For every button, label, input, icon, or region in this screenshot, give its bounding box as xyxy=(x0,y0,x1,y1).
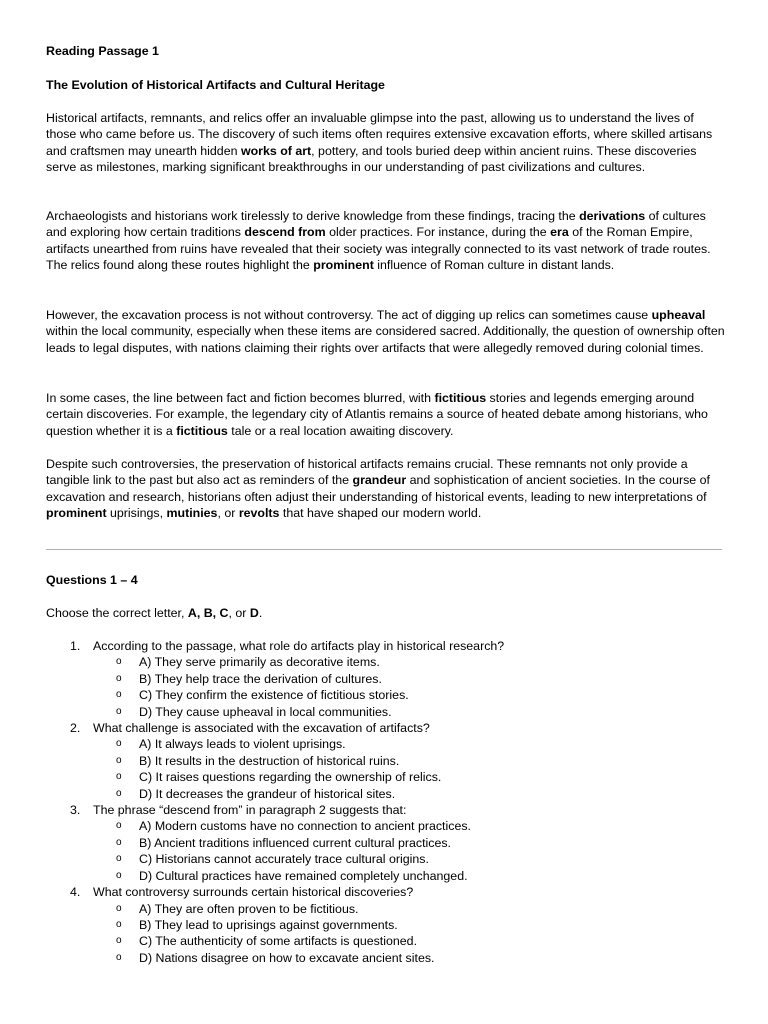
text-run: Despite such controversies, the preservation of historical artifacts remains crucial. These remnants not only provide a tangible link to the past but also act as reminders of the xyxy=(46,457,688,488)
bullet-icon: o xyxy=(116,820,122,832)
questions-heading: Questions 1 – 4 xyxy=(46,573,138,587)
text-run: Historical artifacts, remnants, and relics offer an invaluable glimpse into the past, allowing us to understand the lives of those who came before us. The discovery of such items often requires extensive excavation efforts, where skilled artisans and craftsmen may unearth hidden xyxy=(46,111,713,158)
bullet-icon: o xyxy=(116,705,122,717)
bullet-icon: o xyxy=(116,853,122,865)
question-number: 4. xyxy=(70,885,81,900)
option-item: o A) They serve primarily as decorative items. xyxy=(116,655,380,670)
option-item: o A) Modern customs have no connection to ancient practices. xyxy=(116,819,471,834)
bullet-icon: o xyxy=(116,738,122,750)
question-2 xyxy=(46,720,726,736)
bullet-icon: o xyxy=(116,918,122,930)
bullet-icon: o xyxy=(116,902,122,914)
text-run: , or xyxy=(228,606,250,620)
bullet-icon: o xyxy=(116,869,122,881)
option-item: o B) They lead to uprisings against governments. xyxy=(116,917,398,932)
bold-term: D xyxy=(249,606,259,620)
text-run: Choose the correct letter, xyxy=(46,606,188,620)
option-item: o D) They cause upheaval in local communities. xyxy=(116,704,392,719)
text-run: In some cases, the line between fact and fiction becomes blurred, with xyxy=(46,391,435,405)
bullet-icon: o xyxy=(116,951,122,963)
bold-term: grandeur xyxy=(352,473,407,488)
bold-term: works of art xyxy=(240,143,312,158)
text-run: that have shaped our modern world. xyxy=(279,506,482,521)
bullet-icon: o xyxy=(116,656,122,668)
question-text: According to the passage, what role do artifacts play in historical research? xyxy=(93,639,505,653)
text-run: of cultures and exploring how certain traditions xyxy=(46,209,706,240)
bullet-icon: o xyxy=(116,787,122,799)
text-run: However, the excavation process is not without controversy. The act of digging up relics can sometimes cause xyxy=(46,308,652,322)
option-item: o B) It results in the destruction of historical ruins. xyxy=(116,753,400,768)
bold-term: era xyxy=(550,225,569,240)
bold-term: prominent xyxy=(46,506,107,521)
option-item: o A) It always leads to violent uprisings. xyxy=(116,737,346,752)
bold-term: descend from xyxy=(244,225,326,240)
text-run: older practices. For instance, during the xyxy=(325,225,551,240)
options-list xyxy=(46,818,726,884)
text-run: uprisings, xyxy=(106,506,167,521)
option-item: o B) They help trace the derivation of cultures. xyxy=(116,671,382,686)
bullet-icon: o xyxy=(116,689,122,701)
question-number: 2. xyxy=(70,721,81,736)
passage-label: Reading Passage 1 xyxy=(46,44,159,58)
text-run: , or xyxy=(217,506,239,521)
question-number: 3. xyxy=(70,803,81,818)
options-list xyxy=(46,654,726,720)
question-text: The phrase “descend from” in paragraph 2 suggests that: xyxy=(93,803,407,818)
option-item: o D) Cultural practices have remained completely unchanged. xyxy=(116,868,468,883)
text-run: tale or a real location awaiting discovery. xyxy=(227,423,454,438)
bullet-icon: o xyxy=(116,935,122,947)
text-run: and sophistication of ancient societies. In the course of excavation and research, historians often adjust their understanding of historical events, leading to new interpretations of xyxy=(46,473,710,504)
paragraph-2 xyxy=(46,208,726,274)
options-list xyxy=(46,736,726,802)
bullet-icon: o xyxy=(116,672,122,684)
options-list xyxy=(46,901,726,967)
question-3 xyxy=(46,802,726,818)
option-item: o C) They confirm the existence of fictitious stories. xyxy=(116,688,409,703)
text-run: within the local community, especially when these items are considered sacred. Additionally, the question of ownership often leads to legal disputes, with nations claiming their rights over artifacts that were allegedly removed during colonial times. xyxy=(46,324,725,355)
text-run: stories and legends emerging around certain discoveries. For example, the legendary city of Atlantis remains a source of heated debate among historians, who question whether it is a xyxy=(46,391,708,438)
option-item: o A) They are often proven to be fictitious. xyxy=(116,901,359,916)
text-run: . xyxy=(258,606,263,620)
paragraph-5 xyxy=(46,456,726,522)
bullet-icon: o xyxy=(116,754,122,766)
paragraph-4 xyxy=(46,390,726,439)
question-4 xyxy=(46,884,726,900)
bold-term: revolts xyxy=(238,506,280,521)
bold-term: derivations xyxy=(579,209,646,223)
bold-term: fictitious xyxy=(434,391,487,405)
option-item: o D) Nations disagree on how to excavate ancient sites. xyxy=(116,950,435,965)
question-text: What challenge is associated with the excavation of artifacts? xyxy=(93,721,430,736)
question-1 xyxy=(46,638,726,654)
passage-title: The Evolution of Historical Artifacts and Cultural Heritage xyxy=(46,78,385,92)
option-item: o B) Ancient traditions influenced current cultural practices. xyxy=(116,835,451,850)
text-run: Archaeologists and historians work tirelessly to derive knowledge from these findings, tracing the xyxy=(46,209,580,223)
bold-term: mutinies xyxy=(166,506,218,521)
option-item: o C) Historians cannot accurately trace cultural origins. xyxy=(116,852,429,867)
text-run: influence of Roman culture in distant lands. xyxy=(373,258,615,273)
bullet-icon: o xyxy=(116,771,122,783)
bold-term: prominent xyxy=(313,258,374,273)
question-number: 1. xyxy=(70,639,81,653)
bold-term: fictitious xyxy=(176,423,228,438)
option-item: o C) The authenticity of some artifacts is questioned. xyxy=(116,934,418,949)
question-list xyxy=(46,638,726,966)
questions-instruction xyxy=(46,605,726,621)
bold-term: A, B, C xyxy=(187,606,229,620)
bold-term: upheaval xyxy=(651,308,706,322)
option-item: o D) It decreases the grandeur of historical sites. xyxy=(116,786,396,801)
paragraph-1 xyxy=(46,110,726,176)
text-run: of the Roman Empire, artifacts unearthed from ruins have revealed that their society was integrally connected to its vast network of trade routes. The relics found along these routes highlight the xyxy=(46,225,711,273)
option-item: o C) It raises questions regarding the ownership of relics. xyxy=(116,770,442,785)
question-text: What controversy surrounds certain historical discoveries? xyxy=(93,885,414,900)
text-run: , pottery, and tools buried deep within ancient ruins. These discoveries serve as milestones, marking significant breakthroughs in our understanding of past civilizations and cultures. xyxy=(46,143,697,175)
paragraph-3 xyxy=(46,307,726,356)
bullet-icon: o xyxy=(116,836,122,848)
section-divider xyxy=(46,549,722,550)
